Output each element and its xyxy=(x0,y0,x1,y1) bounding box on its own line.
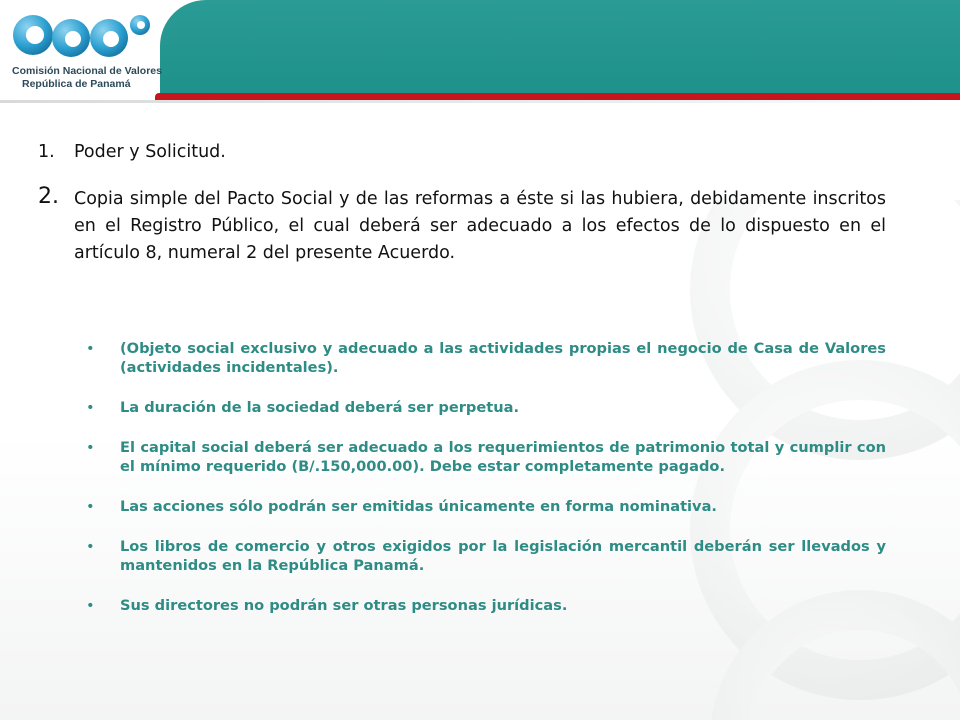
header-red-stripe xyxy=(155,93,960,100)
bullet-icon: • xyxy=(86,498,95,515)
item-number: 2. xyxy=(38,184,59,209)
header-divider xyxy=(0,100,960,103)
bullet-icon: • xyxy=(86,538,95,555)
list-item-1 xyxy=(38,142,226,162)
bullet-item xyxy=(86,339,886,377)
list-item-2 xyxy=(38,184,886,267)
logo-title: Comisión Nacional de Valores xyxy=(12,65,162,77)
bullet-icon: • xyxy=(86,597,95,614)
bullet-item xyxy=(86,497,886,516)
bullet-item xyxy=(86,596,886,615)
bullet-text: Los libros de comercio y otros exigidos por la legislación mercantil deberán ser llevados y mantenidos en la República Panamá. xyxy=(120,538,886,574)
bullet-icon: • xyxy=(86,399,95,416)
requirements-bullet-list xyxy=(86,339,886,636)
logo-subtitle: República de Panamá xyxy=(22,78,131,90)
bullet-text: Sus directores no podrán ser otras personas jurídicas. xyxy=(120,597,568,614)
bullet-item xyxy=(86,438,886,476)
bullet-text: Las acciones sólo podrán ser emitidas únicamente en forma nominativa. xyxy=(120,498,717,515)
item-text: Copia simple del Pacto Social y de las reformas a éste si las hubiera, debidamente inscritos en el Registro Público, el cual deberá ser adecuado a los efectos de lo dispuesto en el artículo 8, numeral 2 del presente Acuerdo. xyxy=(74,189,886,263)
bullet-item xyxy=(86,398,886,417)
item-text: Poder y Solicitud. xyxy=(74,142,226,162)
bullet-item xyxy=(86,537,886,575)
item-number: 1. xyxy=(38,142,55,162)
bullet-icon: • xyxy=(86,439,95,456)
header-teal-band xyxy=(160,0,960,93)
bullet-text: (Objeto social exclusivo y adecuado a las actividades propias el negocio de Casa de Valores (actividades incidentales). xyxy=(120,340,886,376)
bullet-text: El capital social deberá ser adecuado a los requerimientos de patrimonio total y cumplir con el mínimo requerido (B/.150,000.00). Debe estar completamente pagado. xyxy=(120,439,886,475)
bullet-icon: • xyxy=(86,340,95,357)
bullet-text: La duración de la sociedad deberá ser perpetua. xyxy=(120,399,520,416)
